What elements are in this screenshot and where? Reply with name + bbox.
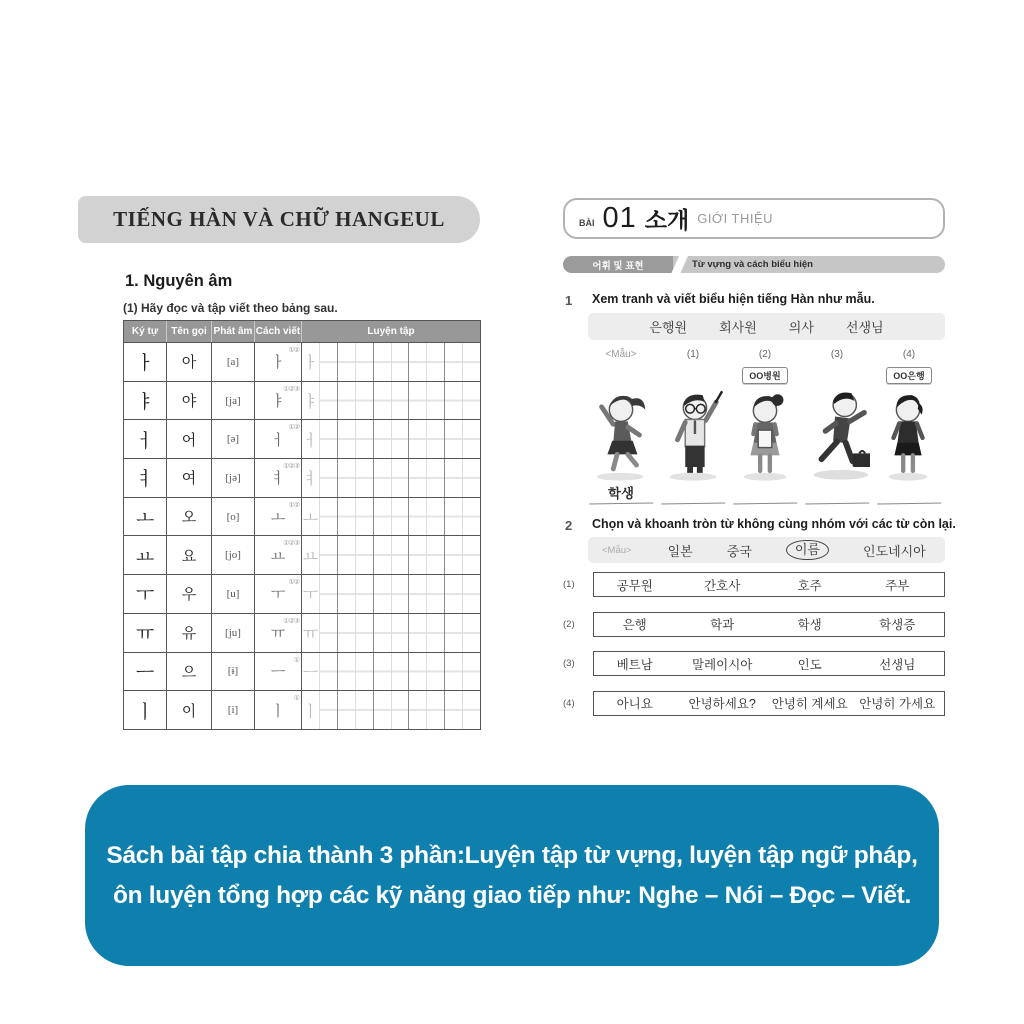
practice-cell [409,343,427,381]
topic-vietnamese: Từ vựng và cách biểu hiện [692,259,813,270]
practice-cell [356,420,374,458]
practice-cell [338,575,356,613]
practice-cell [427,382,445,420]
stroke-order-numbers: ①② [288,347,299,354]
example-label: <Mẫu> [602,544,632,556]
practice-cell [338,498,356,536]
practice-cell [463,343,480,381]
shop-sign: OO은행 [886,367,931,384]
practice-cell: ㅛ [302,536,320,574]
practice-cell [445,498,463,536]
header-phat-am: Phát âm [212,321,255,342]
row-label: (1) [563,579,575,590]
stroke-order-diagram: ㅕ ①②③ [255,459,302,497]
stroke-order-diagram: ㅠ ①②③ [255,614,302,652]
row-word: 은행 [622,618,647,632]
vowel-character: ㅑ [124,382,167,420]
practice-cell [427,614,445,652]
row-word: 학생 [797,618,822,632]
row-label: (3) [563,658,575,669]
practice-cell [374,459,392,497]
row-word: 말레이시아 [691,657,753,672]
practice-cell: ㅗ [302,498,320,536]
practice-cell [409,382,427,420]
practice-cell [463,653,480,691]
practice-cell [392,343,410,381]
practice-cells [302,420,480,458]
vowel-pronunciation: [ə] [212,420,255,458]
practice-cell [320,653,338,691]
practice-cells [302,459,480,497]
practice-cell [356,536,374,574]
exercise2-row [563,651,945,676]
vowel-name: 이 [167,691,212,729]
figure-banker-illustration [876,385,942,482]
vowel-pronunciation: [jo] [212,536,255,574]
practice-cells [302,536,480,574]
header-ten-goi: Tên gọi [167,321,212,342]
vowel-table-row [124,690,480,729]
stroke-order-diagram: ㅛ ①②③ [255,536,302,574]
vowel-table-row [124,497,480,536]
vowel-character: ㅏ [124,343,167,381]
practice-cell [320,691,338,729]
vowel-character: ㅣ [124,691,167,729]
vowel-pronunciation: [jə] [212,459,255,497]
practice-cell [374,498,392,536]
answer-line [661,481,725,504]
practice-cell: ㅜ [302,575,320,613]
header-luyen-tap: Luyện tập [367,326,415,337]
table-instruction: (1) Hãy đọc và tập viết theo bảng sau. [123,301,338,315]
vowel-name: 야 [167,382,212,420]
practice-cell [356,691,374,729]
practice-cell [320,420,338,458]
row-word: 베트남 [616,657,653,672]
exercise2-row [563,572,945,597]
row-word-box [593,572,945,597]
practice-cell [392,459,410,497]
vowel-pronunciation: [a] [212,343,255,381]
practice-cell [427,536,445,574]
practice-cell: ㅠ [302,614,320,652]
practice-cell [338,420,356,458]
vowel-pronunciation: [ɨ] [212,653,255,691]
practice-cell [374,536,392,574]
practice-cell [427,343,445,381]
practice-cell [356,382,374,420]
answer-line [733,481,797,504]
vowel-pronunciation: [o] [212,498,255,536]
example-word: 일본 [667,543,693,559]
circled-word: 이름 [786,540,829,561]
practice-cell [445,575,463,613]
exercise2-example-box [588,537,945,563]
vowel-table-row [124,574,480,613]
exercise1-item [585,349,657,504]
practice-cell [374,614,392,652]
row-label: (2) [563,618,575,630]
vowel-table-row [124,535,480,574]
practice-cell [320,536,338,574]
stroke-order-numbers: ① [293,656,299,664]
practice-cell [374,653,392,691]
practice-cell [427,653,445,691]
vowel-pronunciation: [i] [212,691,255,729]
item-label: (4) [902,349,916,360]
practice-cells [302,614,480,652]
practice-cell [445,614,463,652]
practice-cell [338,459,356,497]
practice-cell: ㅕ [302,459,320,497]
word-bank-item: 의사 [788,320,814,335]
practice-cell [409,536,427,574]
practice-cell [356,614,374,652]
practice-cell [338,536,356,574]
item-label: <Mẫu> [605,349,637,360]
shop-sign: OO병원 [742,367,787,384]
item-label: (1) [686,349,700,360]
practice-cell [409,614,427,652]
practice-cell [463,498,480,536]
practice-cell [320,575,338,613]
example-word: 중국 [726,543,752,559]
practice-cell: ㅏ [302,343,320,381]
lesson-title-vietnamese: GIỚI THIỆU [697,211,774,226]
practice-cells [302,653,480,691]
practice-cell [392,653,410,691]
word-bank-item: 은행원 [649,320,688,335]
practice-cell: ㅓ [302,420,320,458]
row-word: 학생증 [879,618,916,632]
vowel-character: ㅓ [124,420,167,458]
stroke-order-numbers: ①②③ [283,540,299,548]
lesson-title-korean: 소개 [644,207,690,233]
vowel-name: 여 [167,459,212,497]
vowel-table-row [124,458,480,497]
example-word: 인도네시아 [862,543,926,559]
exercise1-item [657,349,729,504]
exercise2-rows [563,572,945,730]
vowel-name: 으 [167,653,212,691]
topic-korean: 어휘 및 표현 [563,256,673,273]
practice-cell [374,382,392,420]
vowel-name: 우 [167,575,212,613]
practice-cell [463,575,480,613]
row-word: 아니요 [616,697,653,711]
lesson-header-box [563,198,945,239]
practice-cell [392,536,410,574]
row-word: 안녕히 계세요 [771,697,848,711]
practice-cell [463,459,480,497]
practice-cell: ㅡ [302,653,320,691]
row-word: 안녕히 가세요 [859,697,936,711]
topic-bar [563,256,945,273]
vowel-name: 유 [167,614,212,652]
person-icon [732,386,798,482]
exercise2-instruction: Chọn và khoanh tròn từ không cùng nhóm với các từ còn lại. [592,517,956,531]
stroke-order-numbers: ① [293,695,299,703]
practice-cell [374,691,392,729]
vowel-character: ㅛ [124,536,167,574]
person-icon [876,386,942,482]
practice-cell [320,614,338,652]
section-heading: 1. Nguyên âm [125,272,233,290]
answer-line [877,481,941,504]
vowel-pronunciation: [ju] [212,614,255,652]
stroke-order-diagram: ㅑ ①②③ [255,382,302,420]
exercise1-item [873,349,945,504]
lesson-number: 01 [602,202,637,234]
practice-cell [409,653,427,691]
practice-cell [338,614,356,652]
practice-cell [392,575,410,613]
vowel-name: 어 [167,420,212,458]
stroke-order-numbers: ①② [288,424,299,432]
vowel-character: ㅡ [124,653,167,691]
vowel-name: 오 [167,498,212,536]
practice-cell [463,691,480,729]
practice-cell [338,382,356,420]
vowel-pronunciation: [u] [212,575,255,613]
left-page-title-bar [78,196,480,243]
row-word: 공무원 [616,578,653,593]
vowel-table-row [124,613,480,652]
practice-cell: ㅣ [302,691,320,729]
vowel-table [123,320,481,730]
practice-cell [427,498,445,536]
practice-cell [463,536,480,574]
figure-nurse-illustration [732,385,798,482]
row-word-box [593,651,945,676]
stroke-order-numbers: ①② [288,579,299,587]
left-page-title: TIẾNG HÀN VÀ CHỮ HANGEUL [113,207,445,231]
row-word: 학과 [710,618,735,632]
person-icon [660,386,726,482]
practice-cells [302,575,480,613]
row-word: 호주 [797,578,822,593]
practice-cell [445,420,463,458]
row-word-box [593,691,945,716]
practice-cell [445,382,463,420]
practice-cell [409,420,427,458]
vowel-character: ㅜ [124,575,167,613]
figure-schoolgirl-illustration [588,385,654,482]
stroke-order-diagram: ㅏ ①② [255,343,302,381]
row-word: 주부 [885,578,910,593]
practice-cell [392,420,410,458]
answer-line [805,481,869,504]
practice-cell: ㅑ [302,382,320,420]
stroke-order-numbers: ①② [288,501,299,509]
practice-cell [320,498,338,536]
practice-cell [392,614,410,652]
practice-cell [409,575,427,613]
practice-cell [374,420,392,458]
practice-cell [356,653,374,691]
practice-cell [392,691,410,729]
practice-cell [427,420,445,458]
vowel-name: 요 [167,536,212,574]
word-bank-item: 회사원 [719,320,757,335]
person-icon [588,386,654,482]
exercise1-picture-grid [585,349,945,504]
practice-cell [463,614,480,652]
stroke-order-diagram: ㅓ ①② [255,420,302,458]
practice-cell [374,343,392,381]
vowel-table-row [124,652,480,691]
practice-cell [445,691,463,729]
practice-cell [427,459,445,497]
practice-cell [463,420,480,458]
header-ky-tu: Ký tự [124,321,167,342]
practice-cell [320,382,338,420]
practice-cell [338,343,356,381]
row-word: 인도 [797,657,822,672]
practice-cell [392,382,410,420]
exercise1-number: 1 [565,293,573,308]
practice-cell [320,343,338,381]
stroke-order-diagram: ㅡ ① [255,653,302,691]
header-cach-viet: Cách viết [255,321,302,342]
exercise1-instruction: Xem tranh và viết biểu hiện tiếng Hàn như mẫu. [592,292,875,306]
vowel-table-row [124,419,480,458]
practice-cells [302,382,480,420]
practice-cell [338,653,356,691]
practice-cell [374,575,392,613]
practice-cell [409,498,427,536]
stroke-order-numbers: ①②③ [283,617,299,625]
practice-cell [392,498,410,536]
practice-cell [409,459,427,497]
vowel-character: ㅕ [124,459,167,497]
vowel-character: ㅗ [124,498,167,536]
practice-cell [356,575,374,613]
word-bank-item: 선생님 [845,320,884,335]
practice-cell [445,459,463,497]
practice-cell [338,691,356,729]
practice-cell [445,653,463,691]
practice-cell [427,575,445,613]
practice-cells [302,343,480,381]
stroke-order-diagram: ㅗ ①② [255,498,302,536]
practice-cell [320,459,338,497]
stroke-order-numbers: ①②③ [283,463,299,471]
practice-cells [302,691,480,729]
item-label: (3) [830,349,844,360]
practice-cell [463,382,480,420]
figure-businessman-illustration [804,385,870,482]
practice-cell [356,459,374,497]
stroke-order-diagram: ㅣ ① [255,691,302,729]
practice-cell [409,691,427,729]
item-label: (2) [758,349,772,360]
row-word: 선생님 [879,657,916,672]
row-label: (4) [563,697,575,709]
exercise1-item [801,349,873,504]
vowel-character: ㅠ [124,614,167,652]
exercise2-number: 2 [565,518,573,533]
vowel-table-header [124,321,480,342]
exercise2-row [563,691,945,716]
exercise1-word-bank [588,313,945,340]
vowel-table-body [124,342,480,729]
figure-teacher-illustration [660,385,726,482]
vowel-name: 아 [167,343,212,381]
row-word: 안녕하세요? [688,697,756,711]
answer-line: 학생 [589,481,653,504]
practice-cell [356,343,374,381]
stroke-order-diagram: ㅜ ①② [255,575,302,613]
person-icon [804,386,870,482]
exercise1-item [729,349,801,504]
practice-cell [427,691,445,729]
stroke-order-numbers: ①②③ [283,385,299,393]
vowel-pronunciation: [ja] [212,382,255,420]
vowel-table-row [124,342,480,381]
practice-cell [445,343,463,381]
promo-banner [85,785,939,966]
banner-line1: Sách bài tập chia thành 3 phần:Luyện tập từ vựng, luyện tập ngữ pháp, [106,841,918,869]
practice-cell [356,498,374,536]
vowel-table-row [124,381,480,420]
practice-cells [302,498,480,536]
banner-line2: ôn luyện tổng hợp các kỹ năng giao tiếp như: Nghe – Nói – Đọc – Viết. [112,881,912,909]
exercise2-row [563,612,945,637]
row-word-box [593,612,945,637]
practice-cell [445,536,463,574]
row-word: 간호사 [704,578,741,593]
lesson-label: BÀI [579,217,595,228]
